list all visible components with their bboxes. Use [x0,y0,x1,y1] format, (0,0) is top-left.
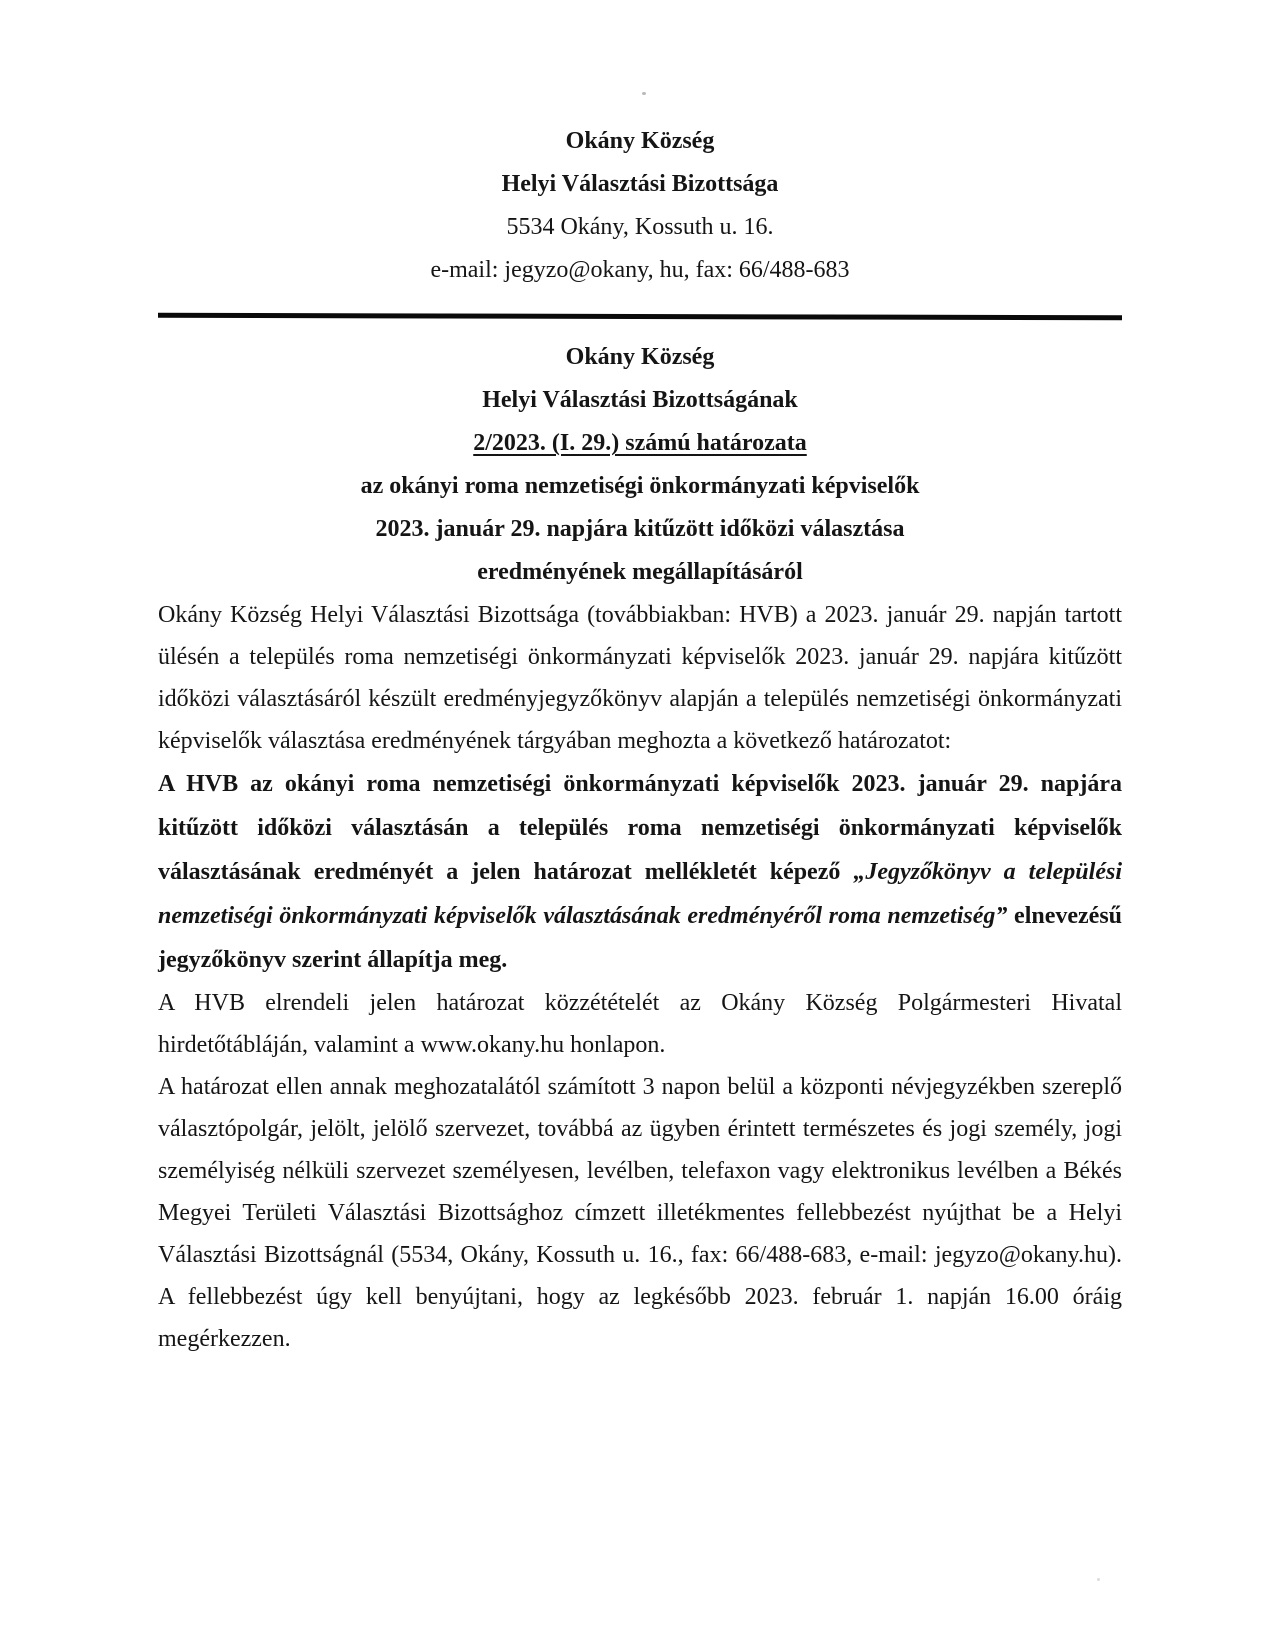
letterhead-address: 5534 Okány, Kossuth u. 16. [506,214,774,240]
appeal-paragraph: A határozat ellen annak meghozatalától számított 3 napon belül a központi névjegyzékben szereplő választópolgár, jelölt, jelölő szervezet, továbbá az ügyben érintett természetes és jogi személy, jogi személyiség nélküli szervezet személyesen, levélben, telefaxon vagy elektronikus levélben a Békés Megyei Területi Választási Bizottsághoz címzett illetékmentes fellebbezést nyújthat be a Helyi Választási Bizottságnál (5534, Okány, Kossuth u. 16., fax: 66/488-683, e-mail: jegyzo@okany.hu). A fellebbezést úgy kell benyújtani, hogy az legkésőbb 2023. február 1. napján 16.00 óráig megérkezzen. [158,1074,1122,1352]
decision-number-text: 2/2023. (I. 29.) számú határozata [473,430,807,456]
letterhead-divider-rule [158,313,1122,321]
decision-quoted-title: „Jegyzőkönyv a települési nemzetiségi önkormányzati képviselők választásának eredményéről roma nemzetiség” [158,859,1122,929]
document-body [158,594,1122,1360]
letterhead [158,120,1122,292]
document-content [158,0,1122,1360]
title-org-line1: Okány Község [565,344,715,370]
title-subject-line2: 2023. január 29. napjára kitűzött időközi választása [375,516,905,542]
title-org-line2: Helyi Választási Bizottságának [482,387,798,413]
title-decision-number [158,422,1122,465]
letterhead-org-line2: Helyi Választási Bizottsága [501,171,779,197]
publication-paragraph: A HVB elrendeli jelen határozat közzétételét az Okány Község Polgármesteri Hivatal hirdetőtábláján, valamint a www.okany.hu honlapon. [158,990,1122,1058]
intro-paragraph: Okány Község Helyi Választási Bizottsága (továbbiakban: HVB) a 2023. január 29. napján tartott ülésén a település roma nemzetiségi önkormányzati képviselők 2023. január 29. napjára kitűzött időközi választásáról készült eredményjegyzőkönyv alapján a település nemzetiségi önkormányzati képviselők választása eredményének tárgyában meghozta a következő határozatot: [158,602,1122,754]
decision-lead-text: A HVB az okányi roma nemzetiségi önkormányzati képviselők 2023. január 29. napjára kitűzött időközi választásán a település roma nemzetiségi önkormányzati képviselők választásának eredményét a jelen határozat mellékletét képező [158,771,1122,885]
title-block [158,336,1122,594]
scan-speck [1097,1578,1100,1581]
title-subject-line1: az okányi roma nemzetiségi önkormányzati képviselők [360,473,920,499]
title-subject-line3: eredményének megállapításáról [477,559,803,585]
decision-paragraph [158,762,1122,982]
decision-tail-text: elnevezésű jegyzőkönyv szerint állapítja meg. [158,903,1123,973]
letterhead-org-line1: Okány Község [565,128,715,154]
letterhead-contact: e-mail: jegyzo@okany, hu, fax: 66/488-683 [430,257,850,283]
